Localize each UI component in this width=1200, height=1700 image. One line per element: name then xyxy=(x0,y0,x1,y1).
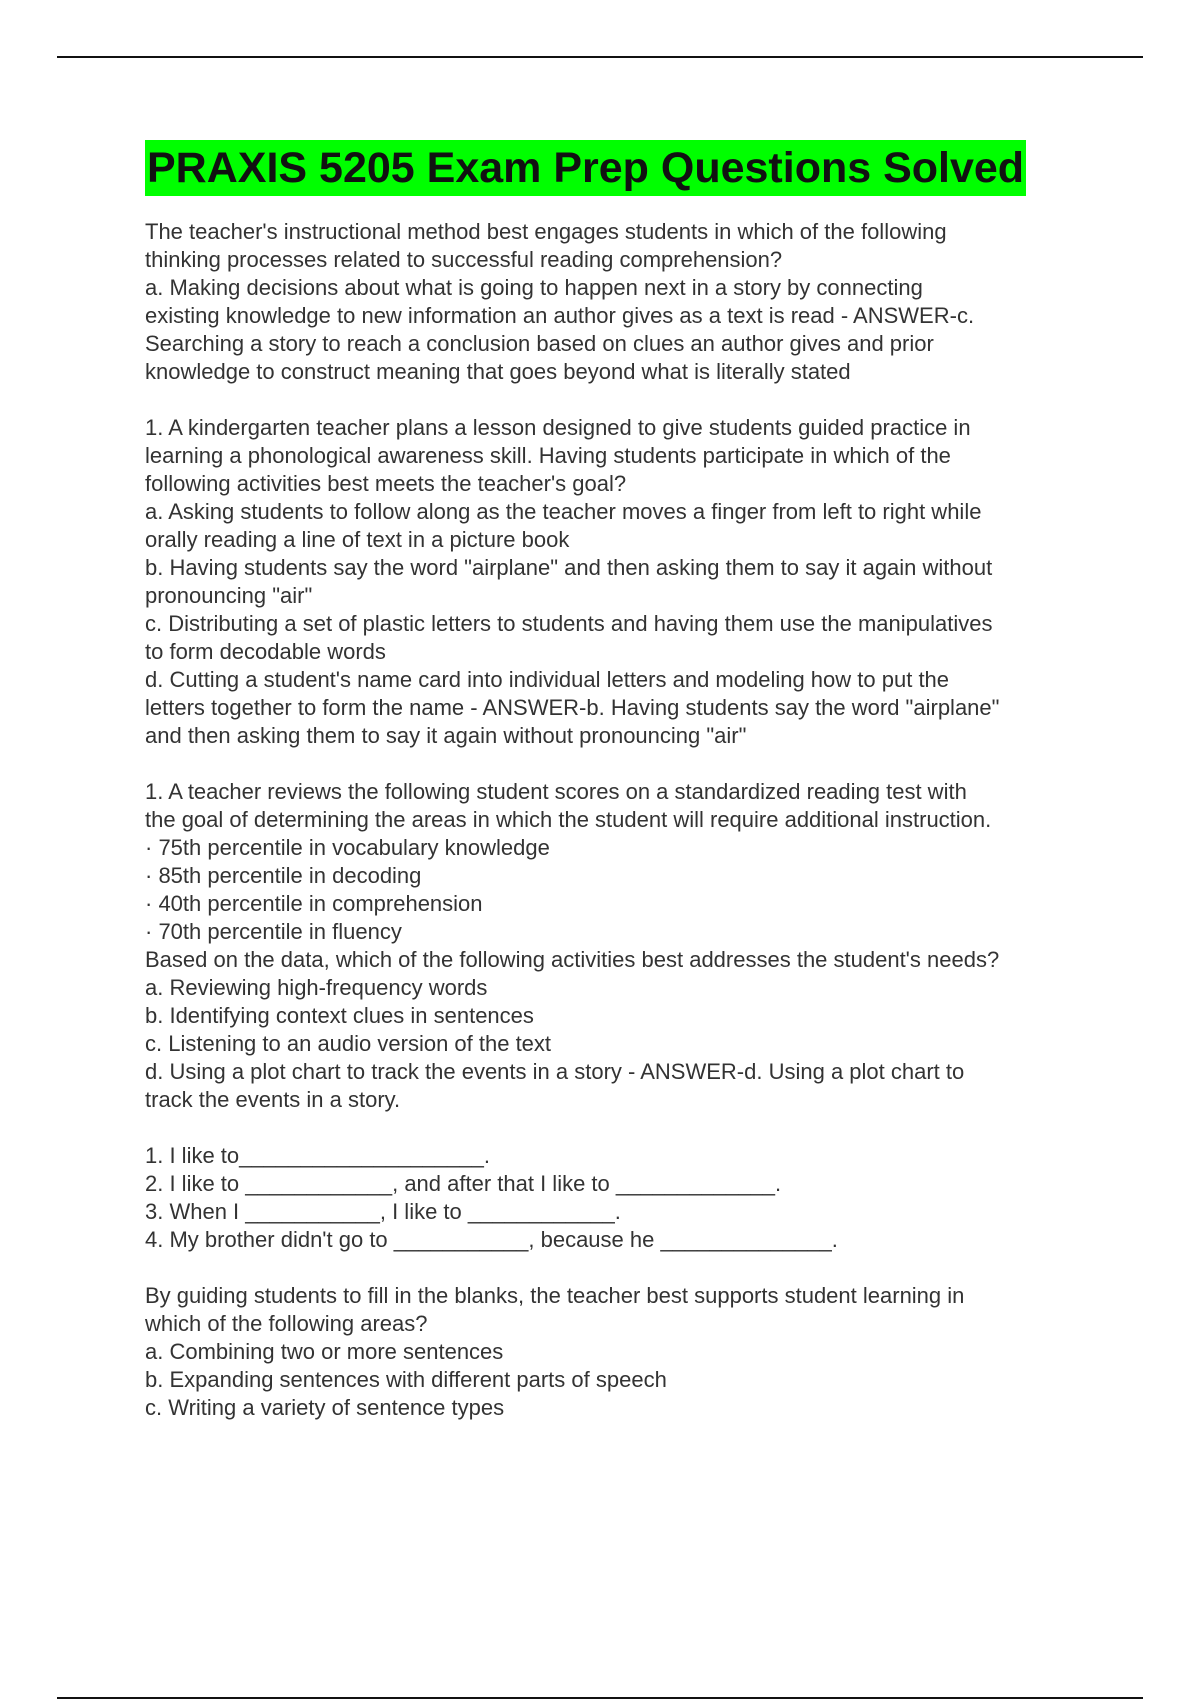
text-line: b. Identifying context clues in sentences xyxy=(145,1003,534,1028)
text-line: to form decodable words xyxy=(145,639,386,664)
header-rule xyxy=(57,56,1143,58)
text-line: The teacher's instructional method best engages students in which of the following xyxy=(145,219,947,244)
document-page xyxy=(145,140,1105,1450)
text-line: learning a phonological awareness skill. Having students participate in which of the xyxy=(145,443,951,468)
text-line: b. Expanding sentences with different parts of speech xyxy=(145,1367,667,1392)
question-block-4 xyxy=(145,1282,1105,1422)
text-line: track the events in a story. xyxy=(145,1087,401,1112)
text-line: · 75th percentile in vocabulary knowledge xyxy=(145,835,550,860)
text-line: orally reading a line of text in a picture book xyxy=(145,527,570,552)
question-block-3 xyxy=(145,778,1105,1114)
text-line: · 85th percentile in decoding xyxy=(145,863,422,888)
text-line: letters together to form the name - ANSWER-b. Having students say the word "airplane" xyxy=(145,695,1000,720)
text-line: a. Reviewing high-frequency words xyxy=(145,975,488,1000)
text-line: knowledge to construct meaning that goes beyond what is literally stated xyxy=(145,359,851,384)
text-line: a. Making decisions about what is going to happen next in a story by connecting xyxy=(145,275,923,300)
question-block-2 xyxy=(145,414,1105,750)
text-line: the goal of determining the areas in which the student will require additional instruction. xyxy=(145,807,992,832)
text-line: 1. A teacher reviews the following student scores on a standardized reading test with xyxy=(145,779,967,804)
text-line: pronouncing "air" xyxy=(145,583,313,608)
text-line: 3. When I ___________, I like to ____________. xyxy=(145,1199,621,1224)
text-line: By guiding students to fill in the blanks, the teacher best supports student learning in xyxy=(145,1283,965,1308)
text-line: c. Listening to an audio version of the text xyxy=(145,1031,552,1056)
text-line: · 70th percentile in fluency xyxy=(145,919,402,944)
text-line: thinking processes related to successful reading comprehension? xyxy=(145,247,783,272)
text-line: · 40th percentile in comprehension xyxy=(145,891,483,916)
text-line: a. Combining two or more sentences xyxy=(145,1339,504,1364)
text-line: following activities best meets the teacher's goal? xyxy=(145,471,627,496)
text-line: 1. I like to____________________. xyxy=(145,1143,490,1168)
text-line: c. Distributing a set of plastic letters to students and having them use the manipulatives xyxy=(145,611,993,636)
text-line: 4. My brother didn't go to ___________, because he ______________. xyxy=(145,1227,838,1252)
text-line: d. Using a plot chart to track the events in a story - ANSWER-d. Using a plot chart to xyxy=(145,1059,965,1084)
question-block-1 xyxy=(145,218,1105,386)
text-line: and then asking them to say it again without pronouncing "air" xyxy=(145,723,747,748)
text-line: Based on the data, which of the following activities best addresses the student's needs? xyxy=(145,947,1000,972)
fill-in-blank-examples xyxy=(145,1142,1105,1254)
text-line: 1. A kindergarten teacher plans a lesson designed to give students guided practice in xyxy=(145,415,971,440)
text-line: Searching a story to reach a conclusion based on clues an author gives and prior xyxy=(145,331,934,356)
text-line: which of the following areas? xyxy=(145,1311,428,1336)
text-line: 2. I like to ____________, and after that I like to _____________. xyxy=(145,1171,782,1196)
text-line: c. Writing a variety of sentence types xyxy=(145,1395,505,1420)
text-line: d. Cutting a student's name card into individual letters and modeling how to put the xyxy=(145,667,950,692)
footer-rule xyxy=(57,1697,1143,1699)
text-line: existing knowledge to new information an author gives as a text is read - ANSWER-c. xyxy=(145,303,975,328)
document-title: PRAXIS 5205 Exam Prep Questions Solved xyxy=(145,140,1026,196)
text-line: b. Having students say the word "airplane" and then asking them to say it again without xyxy=(145,555,993,580)
text-line: a. Asking students to follow along as the teacher moves a finger from left to right while xyxy=(145,499,982,524)
